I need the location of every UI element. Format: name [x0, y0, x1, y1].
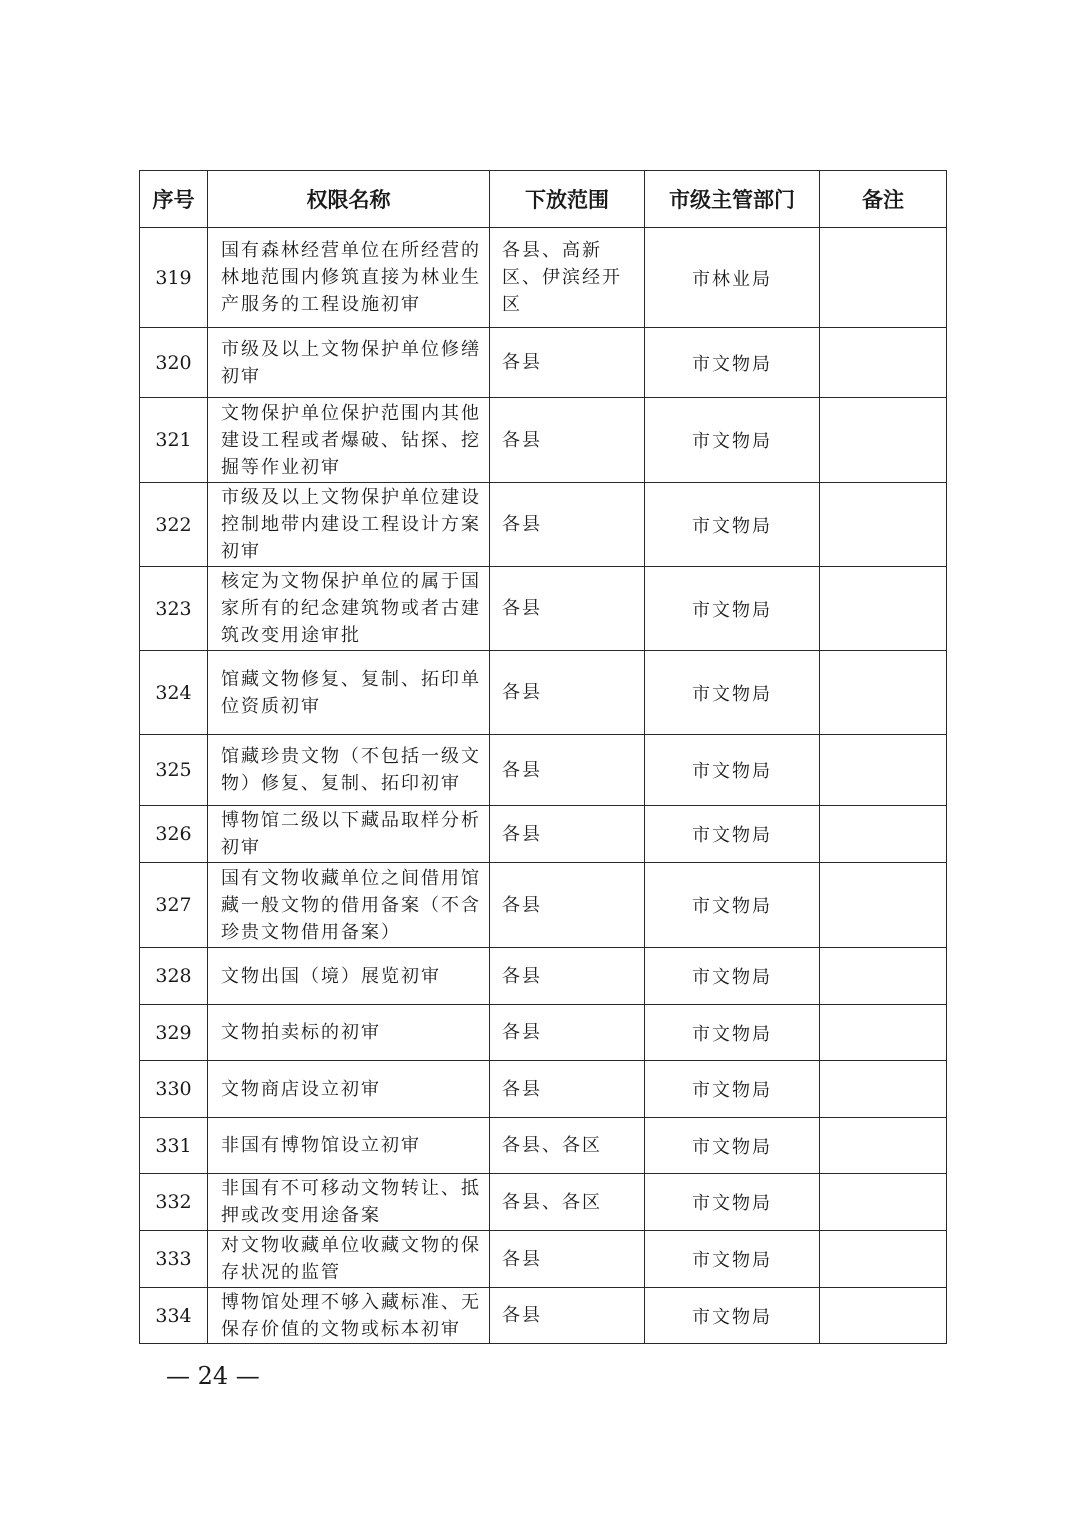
row-serial-number: 334 — [140, 1288, 208, 1344]
row-serial-number: 319 — [140, 228, 208, 328]
row-serial-number: 323 — [140, 567, 208, 651]
row-delegation-scope: 各县 — [490, 651, 645, 735]
row-city-department: 市文物局 — [645, 1061, 820, 1118]
header-city-department: 市级主管部门 — [645, 171, 820, 228]
row-delegation-scope: 各县、各区 — [490, 1174, 645, 1231]
table-row — [140, 1288, 947, 1344]
row-remarks — [820, 1231, 947, 1288]
row-delegation-scope: 各县、高新区、伊滨经开区 — [490, 228, 645, 328]
row-delegation-scope: 各县 — [490, 328, 645, 398]
row-serial-number: 332 — [140, 1174, 208, 1231]
table-row — [140, 1061, 947, 1118]
table-row — [140, 1005, 947, 1061]
row-delegation-scope: 各县 — [490, 735, 645, 806]
row-city-department: 市文物局 — [645, 863, 820, 948]
row-permission-name: 文物保护单位保护范围内其他建设工程或者爆破、钻探、挖掘等作业初审 — [208, 398, 490, 483]
table-row — [140, 863, 947, 948]
row-serial-number: 322 — [140, 483, 208, 567]
row-remarks — [820, 328, 947, 398]
row-permission-name: 非国有不可移动文物转让、抵押或改变用途备案 — [208, 1174, 490, 1231]
row-remarks — [820, 483, 947, 567]
row-serial-number: 331 — [140, 1118, 208, 1174]
row-delegation-scope: 各县 — [490, 398, 645, 483]
row-serial-number: 333 — [140, 1231, 208, 1288]
row-serial-number: 326 — [140, 806, 208, 863]
row-permission-name: 文物拍卖标的初审 — [208, 1005, 490, 1061]
row-permission-name: 非国有博物馆设立初审 — [208, 1118, 490, 1174]
table-row — [140, 806, 947, 863]
row-permission-name: 对文物收藏单位收藏文物的保存状况的监管 — [208, 1231, 490, 1288]
row-city-department: 市文物局 — [645, 651, 820, 735]
table-row — [140, 228, 947, 328]
row-remarks — [820, 1005, 947, 1061]
table-row — [140, 735, 947, 806]
row-serial-number: 320 — [140, 328, 208, 398]
row-remarks — [820, 1118, 947, 1174]
row-delegation-scope: 各县 — [490, 1005, 645, 1061]
row-permission-name: 文物出国（境）展览初审 — [208, 948, 490, 1005]
row-city-department: 市文物局 — [645, 948, 820, 1005]
row-remarks — [820, 735, 947, 806]
table-row — [140, 567, 947, 651]
row-permission-name: 文物商店设立初审 — [208, 1061, 490, 1118]
row-permission-name: 博物馆二级以下藏品取样分析初审 — [208, 806, 490, 863]
row-permission-name: 核定为文物保护单位的属于国家所有的纪念建筑物或者古建筑改变用途审批 — [208, 567, 490, 651]
table-row — [140, 1118, 947, 1174]
page-number: — 24 — — [166, 1362, 260, 1390]
row-delegation-scope: 各县 — [490, 567, 645, 651]
row-serial-number: 325 — [140, 735, 208, 806]
row-city-department: 市文物局 — [645, 1005, 820, 1061]
row-delegation-scope: 各县 — [490, 948, 645, 1005]
row-permission-name: 市级及以上文物保护单位建设控制地带内建设工程设计方案初审 — [208, 483, 490, 567]
row-permission-name: 市级及以上文物保护单位修缮初审 — [208, 328, 490, 398]
row-serial-number: 328 — [140, 948, 208, 1005]
row-delegation-scope: 各县 — [490, 806, 645, 863]
row-remarks — [820, 948, 947, 1005]
row-remarks — [820, 651, 947, 735]
header-delegation-scope: 下放范围 — [490, 171, 645, 228]
row-serial-number: 321 — [140, 398, 208, 483]
row-city-department: 市文物局 — [645, 483, 820, 567]
row-remarks — [820, 398, 947, 483]
row-serial-number: 327 — [140, 863, 208, 948]
row-remarks — [820, 863, 947, 948]
table-row — [140, 328, 947, 398]
row-remarks — [820, 806, 947, 863]
row-city-department: 市文物局 — [645, 328, 820, 398]
row-remarks — [820, 567, 947, 651]
row-serial-number: 330 — [140, 1061, 208, 1118]
row-city-department: 市文物局 — [645, 1288, 820, 1344]
row-remarks — [820, 1061, 947, 1118]
header-permission-name: 权限名称 — [208, 171, 490, 228]
table-row — [140, 1231, 947, 1288]
table-header-row — [140, 171, 947, 228]
table-row — [140, 398, 947, 483]
row-city-department: 市文物局 — [645, 735, 820, 806]
row-permission-name: 博物馆处理不够入藏标准、无保存价值的文物或标本初审 — [208, 1288, 490, 1344]
permissions-table — [139, 170, 947, 1344]
row-remarks — [820, 1174, 947, 1231]
row-remarks — [820, 228, 947, 328]
table-row — [140, 948, 947, 1005]
row-city-department: 市文物局 — [645, 806, 820, 863]
header-serial-number: 序号 — [140, 171, 208, 228]
row-serial-number: 324 — [140, 651, 208, 735]
row-city-department: 市文物局 — [645, 1231, 820, 1288]
row-delegation-scope: 各县 — [490, 1061, 645, 1118]
row-permission-name: 馆藏珍贵文物（不包括一级文物）修复、复制、拓印初审 — [208, 735, 490, 806]
row-delegation-scope: 各县 — [490, 863, 645, 948]
row-delegation-scope: 各县 — [490, 483, 645, 567]
row-delegation-scope: 各县、各区 — [490, 1118, 645, 1174]
table-row — [140, 483, 947, 567]
row-permission-name: 馆藏文物修复、复制、拓印单位资质初审 — [208, 651, 490, 735]
row-city-department: 市文物局 — [645, 1118, 820, 1174]
row-permission-name: 国有森林经营单位在所经营的林地范围内修筑直接为林业生产服务的工程设施初审 — [208, 228, 490, 328]
row-city-department: 市林业局 — [645, 228, 820, 328]
table-row — [140, 651, 947, 735]
row-city-department: 市文物局 — [645, 1174, 820, 1231]
row-city-department: 市文物局 — [645, 567, 820, 651]
header-remarks: 备注 — [820, 171, 947, 228]
row-serial-number: 329 — [140, 1005, 208, 1061]
row-delegation-scope: 各县 — [490, 1288, 645, 1344]
table-row — [140, 1174, 947, 1231]
row-remarks — [820, 1288, 947, 1344]
row-city-department: 市文物局 — [645, 398, 820, 483]
row-permission-name: 国有文物收藏单位之间借用馆藏一般文物的借用备案（不含珍贵文物借用备案） — [208, 863, 490, 948]
row-delegation-scope: 各县 — [490, 1231, 645, 1288]
